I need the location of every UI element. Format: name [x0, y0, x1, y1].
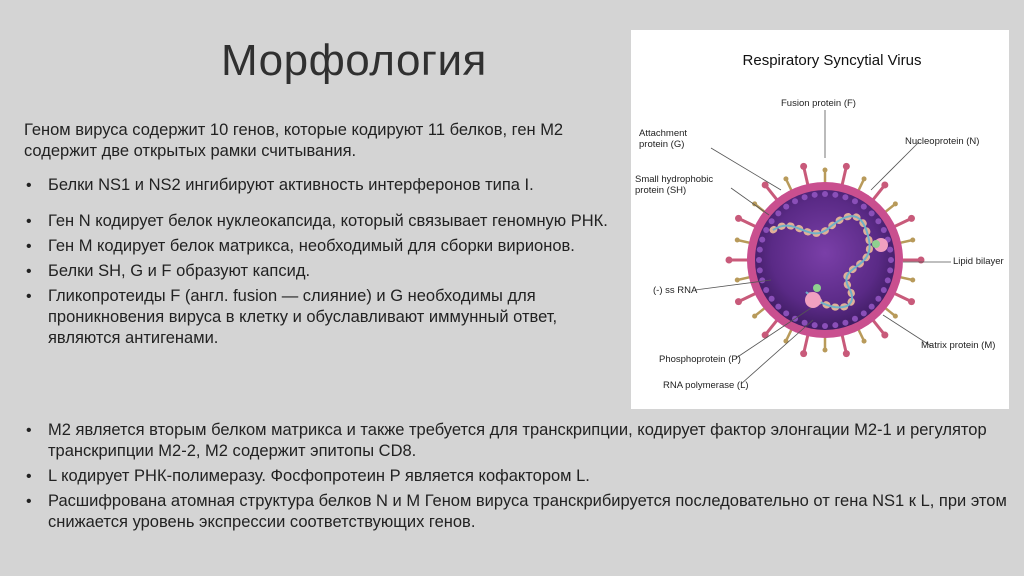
matrix-protein-dot [832, 322, 838, 328]
bullet-list-a [22, 175, 622, 196]
virus-illustration [631, 30, 1009, 409]
matrix-protein-dot [759, 237, 765, 243]
label-lipid-bilayer: Lipid bilayer [953, 256, 1004, 267]
spike-head [881, 181, 888, 188]
spike-head [893, 314, 898, 319]
spike-head [843, 350, 850, 357]
matrix-protein-dot [888, 257, 894, 263]
phosphoprotein-marker [872, 240, 880, 248]
spike-head [918, 257, 925, 264]
matrix-protein-dot [822, 191, 828, 197]
spike-head [862, 339, 867, 344]
spike-head [823, 348, 828, 353]
matrix-protein-dot [775, 304, 781, 310]
matrix-protein-dot [869, 210, 875, 216]
list-item: • Белки SH, G и F образуют капсид. [22, 261, 622, 282]
spike-head [783, 176, 788, 181]
matrix-protein-dot [783, 310, 789, 316]
label-ss-rna: (-) ss RNA [653, 285, 698, 296]
spike-head [735, 298, 742, 305]
matrix-protein-dot [769, 218, 775, 224]
matrix-protein-dot [885, 277, 891, 283]
matrix-protein-dot [887, 247, 893, 253]
spike-head [735, 237, 740, 242]
spike-head [800, 350, 807, 357]
matrix-protein-dot [812, 322, 818, 328]
spike-head [908, 298, 915, 305]
virus-diagram [631, 30, 1009, 409]
list-item: • Расшифрована атомная структура белков N и M Геном вируса транскрибируется последовательно от гена NS1 к L, при этом снижается уровень экспрессии соответствующих генов. [22, 491, 1012, 533]
matrix-protein-dot [881, 287, 887, 293]
list-item: • Ген N кодирует белок нуклеокапсида, который связывает геномную РНК. [22, 211, 622, 232]
matrix-protein-dot [756, 257, 762, 263]
matrix-protein-dot [775, 210, 781, 216]
bullet-list-c [22, 420, 1012, 537]
list-item: • M2 является вторым белком матрикса и также требуется для транскрипции, кодирует фактор элонгации M2-1 и регулятор транскрипции M2-2, M2 содержит эпитопы CD8. [22, 420, 1012, 462]
figure-title: Respiratory Syncytial Virus [742, 52, 922, 69]
label-fusion-protein: Fusion protein (F) [781, 98, 856, 109]
matrix-protein-dot [861, 204, 867, 210]
list-item: • L кодирует РНК-полимеразу. Фосфопротеин P является кофактором L. [22, 466, 1012, 487]
matrix-protein-dot [875, 218, 881, 224]
spike-head [843, 163, 850, 170]
spike-head [881, 332, 888, 339]
spike-head [910, 278, 915, 283]
matrix-protein-dot [802, 320, 808, 326]
spike-head [908, 215, 915, 222]
matrix-protein-dot [783, 204, 789, 210]
matrix-protein-dot [869, 304, 875, 310]
label-nucleoprotein: Nucleoprotein (N) [905, 136, 980, 147]
virus-interior [755, 190, 895, 330]
spike-head [893, 201, 898, 206]
spike-head [735, 278, 740, 283]
matrix-protein-dot [763, 227, 769, 233]
bullet-list-b [22, 211, 622, 353]
spike-head [823, 168, 828, 173]
spike-head [800, 163, 807, 170]
spike-head [752, 314, 757, 319]
matrix-protein-dot [842, 320, 848, 326]
spike-head [735, 215, 742, 222]
intro-text: Геном вируса содержит 10 генов, которые кодируют 11 белков, ген M2 содержит две открытых рамки считывания. [24, 121, 564, 160]
matrix-protein-dot [822, 323, 828, 329]
matrix-protein-dot [792, 198, 798, 204]
phosphoprotein-marker [813, 284, 821, 292]
matrix-protein-dot [887, 267, 893, 273]
matrix-protein-dot [757, 267, 763, 273]
matrix-protein-dot [842, 194, 848, 200]
label-attachment-protein: Attachment protein (G) [639, 128, 688, 150]
list-item: • Ген M кодирует белок матрикса, необходимый для сборки вирионов. [22, 236, 622, 257]
matrix-protein-dot [832, 192, 838, 198]
label-matrix-protein: Matrix protein (M) [921, 340, 996, 351]
spike-head [726, 257, 733, 264]
matrix-protein-dot [881, 227, 887, 233]
matrix-protein-dot [852, 198, 858, 204]
matrix-protein-dot [861, 310, 867, 316]
matrix-protein-dot [763, 287, 769, 293]
matrix-protein-dot [759, 277, 765, 283]
spike-head [862, 176, 867, 181]
spike-head [910, 237, 915, 242]
label-phosphoprotein: Phosphoprotein (P) [659, 354, 741, 365]
matrix-protein-dot [852, 316, 858, 322]
matrix-protein-dot [757, 247, 763, 253]
label-small-hydrophobic-protein: Small hydrophobic protein (SH) [635, 174, 714, 196]
list-item: • Гликопротеиды F (англ. fusion — слияние) и G необходимы для проникновения вируса в клетку и обуславливают иммунный ответ, являются антигенами. [22, 286, 622, 349]
matrix-protein-dot [802, 194, 808, 200]
spike-head [762, 332, 769, 339]
matrix-protein-dot [875, 296, 881, 302]
phosphoprotein-complex [805, 292, 821, 308]
matrix-protein-dot [812, 192, 818, 198]
spike-head [762, 181, 769, 188]
list-item: • Белки NS1 и NS2 ингибируют активность интерферонов типа I. [22, 175, 622, 196]
label-rna-polymerase: RNA polymerase (L) [663, 380, 749, 391]
page-title: Морфология [221, 36, 487, 85]
matrix-protein-dot [769, 296, 775, 302]
